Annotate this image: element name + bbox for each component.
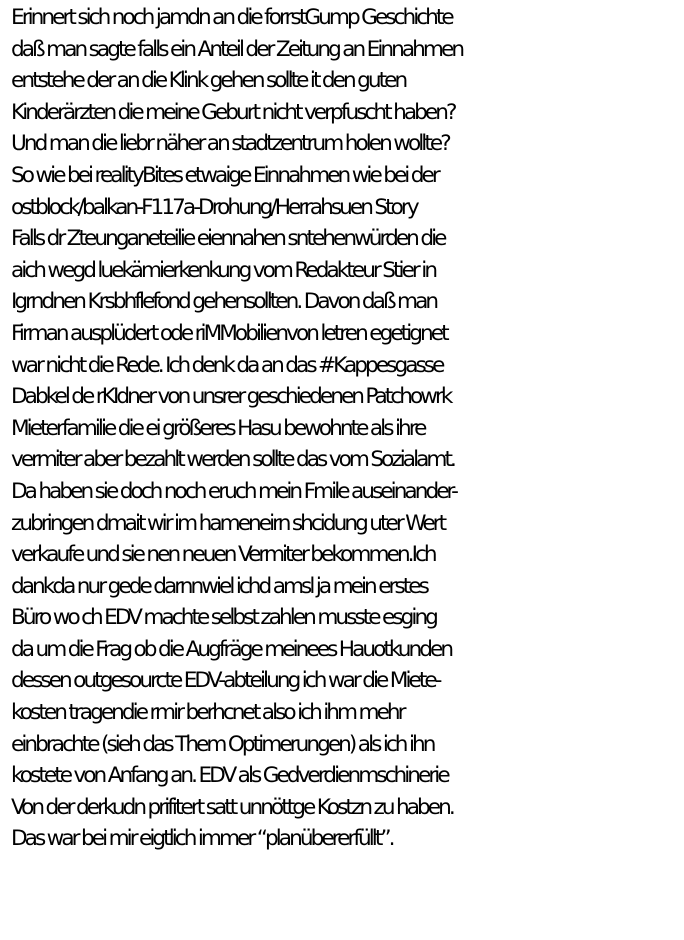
text-line: Dabkel de rKIdner von unsrer geschiedenen Patchowrk: [11, 384, 451, 410]
text-line: war nicht die Rede. Ich denk da an das #Kappesgasse: [11, 352, 443, 378]
text-line: vermiter aber bezahlt werden sollte das vom Sozialamt.: [11, 447, 454, 473]
text-line: Igrndnen Krsbhflefond gehensollten. Davon daß man: [11, 289, 437, 315]
text-line: zubringen dmait wir im hameneirn shcidung uter Wert: [11, 510, 445, 536]
text-line: einbrachte (sieh das Them Optimerungen) als ich ihn: [11, 731, 434, 757]
text-line: Firman ausplüdert ode riMMobilienvon letren egetignet: [11, 320, 447, 346]
text-line: dessen outgesourcte EDV-abteilung ich war die Miete-: [11, 668, 440, 694]
text-line: Mieterfamilie die ei größeres Hasu bewohnte als ihre: [11, 415, 425, 441]
text-line: Von der derkudn prifitert satt unnöttge Kostzn zu haben.: [11, 794, 453, 820]
text-line: Falls dr Zteunganeteilie eiennahen sntehenwürden die: [11, 226, 445, 252]
text-line: kosten tragendie rmir berhcnet also ich ihm mehr: [11, 700, 404, 726]
document-body-text: [11, 2, 681, 855]
text-line: Da haben sie doch noch eruch mein Fmile auseinander-: [11, 478, 456, 504]
text-line: Erinnert sich noch jamdn an die forrstGump Geschichte: [11, 5, 452, 30]
text-line: So wie bei realityBites etwaige Einnahmen wie bei der: [11, 162, 438, 188]
text-line: dankda nur gede darnnwiel ichd amsl ja mein erstes: [11, 573, 427, 599]
text-line: da um die Frag ob die Augfräge meinees Hauotkunden: [11, 636, 452, 662]
text-line: Kinderärzten die meine Geburt nicht verpfuscht haben?: [11, 99, 455, 125]
text-line: verkaufe und sie nen neuen Vermiter bekommen.Ich: [11, 542, 435, 568]
text-line: Und man die liebr näher an stadtzentrum holen wollte?: [11, 131, 449, 157]
text-line: ostblock/balkan-F117a-Drohung/Herrahsuen Story: [11, 194, 417, 220]
text-line: Büro wo ch EDV machte selbst zahlen musste esging: [11, 605, 436, 631]
text-line: Das war bei mir eigtlich immer “planübererfüllt”.: [11, 826, 393, 852]
text-line: kostete von Anfang an. EDV als Gedverdienmschinerie: [11, 763, 448, 789]
text-line: entstehe der an die Klink gehen sollte it den guten: [11, 68, 406, 94]
text-line: aich wegd luekämierkenkung vom Redakteur Stier in: [11, 257, 436, 283]
text-line: daß man sagte falls ein Anteil der Zeitung an Einnahmen: [11, 36, 463, 62]
